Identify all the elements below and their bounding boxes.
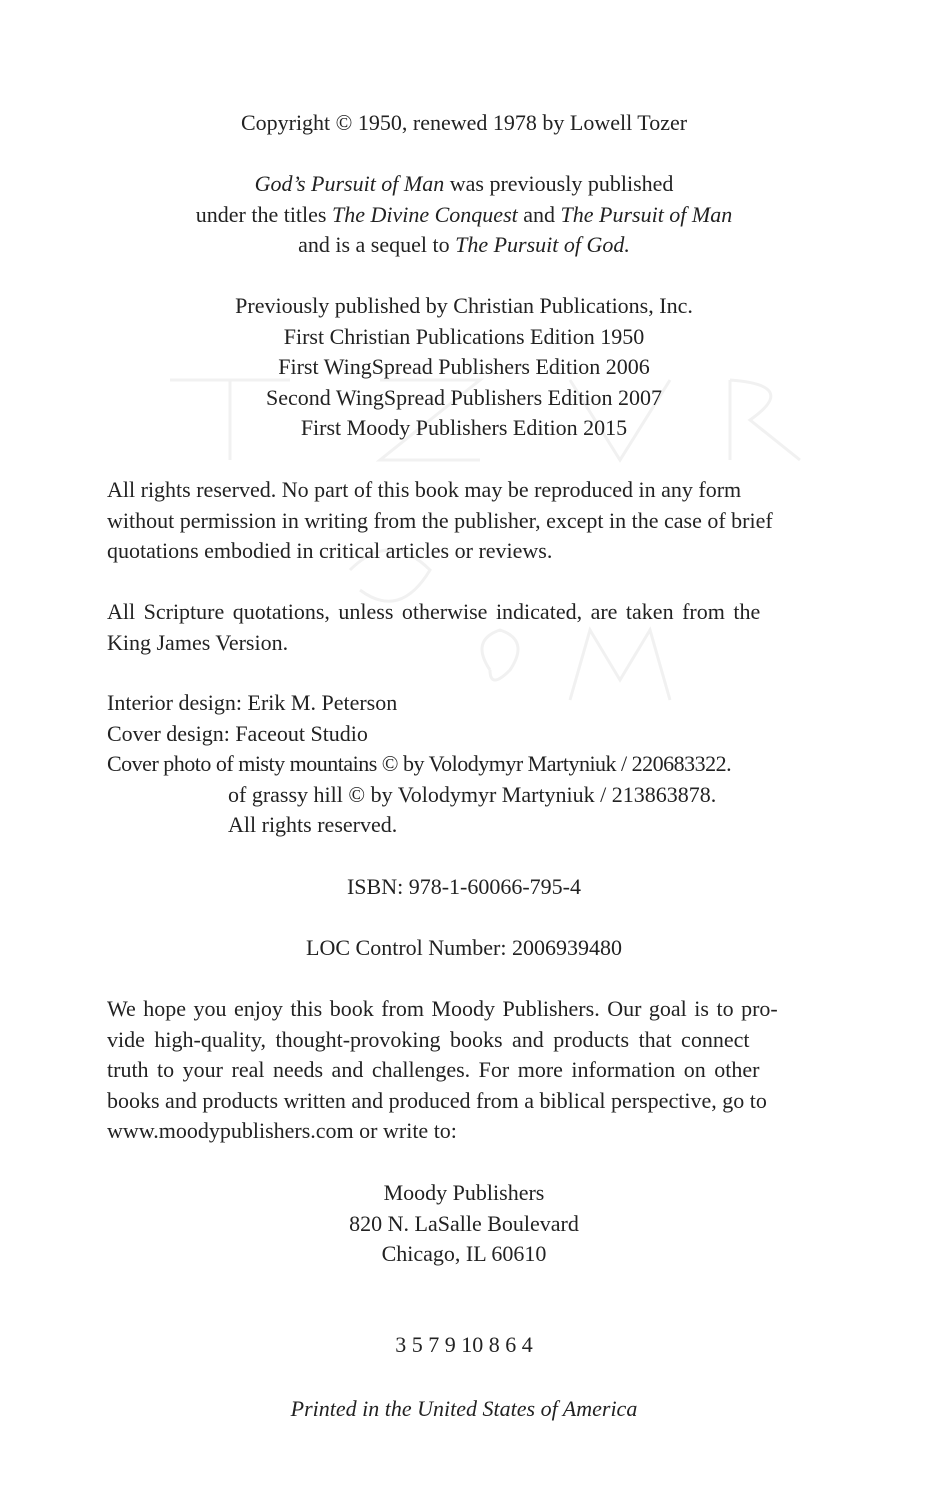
loc-text: LOC Control Number: 2006939480 bbox=[306, 935, 622, 960]
cover-photo-rights: All rights reserved. bbox=[228, 812, 398, 837]
isbn bbox=[107, 872, 821, 903]
printing-number: 3 5 7 9 10 8 6 4 bbox=[395, 1332, 533, 1357]
scripture-line: King James Version. bbox=[107, 629, 289, 655]
title-gods-pursuit: God’s Pursuit of Man bbox=[254, 171, 445, 196]
edition-line: First WingSpread Publishers Edition 2006 bbox=[278, 354, 650, 379]
publisher-address bbox=[107, 1178, 821, 1270]
cover-design-credit: Cover design: Faceout Studio bbox=[107, 720, 368, 746]
loc-number bbox=[107, 933, 821, 964]
cover-photo-credit: Cover photo of misty mountains © by Volodymyr Martyniuk / 220683322. bbox=[107, 751, 732, 776]
edition-history bbox=[107, 291, 821, 444]
rights-statement bbox=[107, 475, 821, 567]
printing-number-line bbox=[107, 1330, 821, 1361]
publisher-message bbox=[107, 994, 821, 1147]
rights-line: All rights reserved. No part of this book may be reproduced in any form bbox=[107, 477, 742, 502]
edition-line: Previously published by Christian Publications, Inc. bbox=[235, 293, 693, 318]
copyright-text: Copyright © 1950, renewed 1978 by Lowell Tozer bbox=[240, 110, 688, 135]
website-line: www.moodypublishers.com or write to: bbox=[107, 1118, 457, 1143]
printed-in-line bbox=[107, 1394, 821, 1425]
rights-line: quotations embodied in critical articles or reviews. bbox=[107, 538, 553, 563]
title-pursuit-of-god: The Pursuit of God. bbox=[455, 232, 630, 257]
edition-line: First Christian Publications Edition 1950 bbox=[283, 323, 645, 349]
title-pursuit-of-man: The Pursuit of Man bbox=[560, 201, 733, 227]
address-line: Chicago, IL 60610 bbox=[381, 1241, 547, 1266]
edition-line: Second WingSpread Publishers Edition 2007 bbox=[266, 384, 662, 410]
address-line: Moody Publishers bbox=[383, 1180, 545, 1205]
copyright-line bbox=[107, 108, 821, 139]
scripture-line: All Scripture quotations, unless otherwise indicated, are taken from the bbox=[107, 599, 761, 624]
history-line-1: God’s Pursuit of Man was previously published bbox=[254, 171, 674, 196]
message-line: vide high-quality, thought-provoking books and products that connect bbox=[107, 1026, 750, 1052]
title-divine-conquest: The Divine Conquest bbox=[331, 201, 518, 227]
address-line: 820 N. LaSalle Boulevard bbox=[349, 1210, 579, 1236]
history-line-2: under the titles The Divine Conquest and The Pursuit of Man bbox=[195, 201, 733, 227]
publication-history bbox=[107, 169, 821, 261]
cover-photo-credit-2: of grassy hill © by Volodymyr Martyniuk / 213863878. bbox=[228, 781, 717, 807]
message-line: books and products written and produced from a biblical perspective, go to bbox=[107, 1087, 767, 1113]
interior-design-credit: Interior design: Erik M. Peterson bbox=[107, 690, 398, 715]
scripture-statement bbox=[107, 597, 821, 658]
isbn-text: ISBN: 978-1-60066-795-4 bbox=[346, 874, 582, 899]
design-credits bbox=[107, 688, 821, 841]
message-line: truth to your real needs and challenges. For more information on other bbox=[107, 1057, 760, 1082]
history-line-3: and is a sequel to The Pursuit of God. bbox=[298, 232, 630, 257]
edition-line: First Moody Publishers Edition 2015 bbox=[300, 415, 628, 440]
message-line: We hope you enjoy this book from Moody Publishers. Our goal is to pro- bbox=[107, 996, 778, 1021]
rights-line: without permission in writing from the publisher, except in the case of brief bbox=[107, 507, 773, 533]
printed-in: Printed in the United States of America bbox=[290, 1396, 638, 1421]
